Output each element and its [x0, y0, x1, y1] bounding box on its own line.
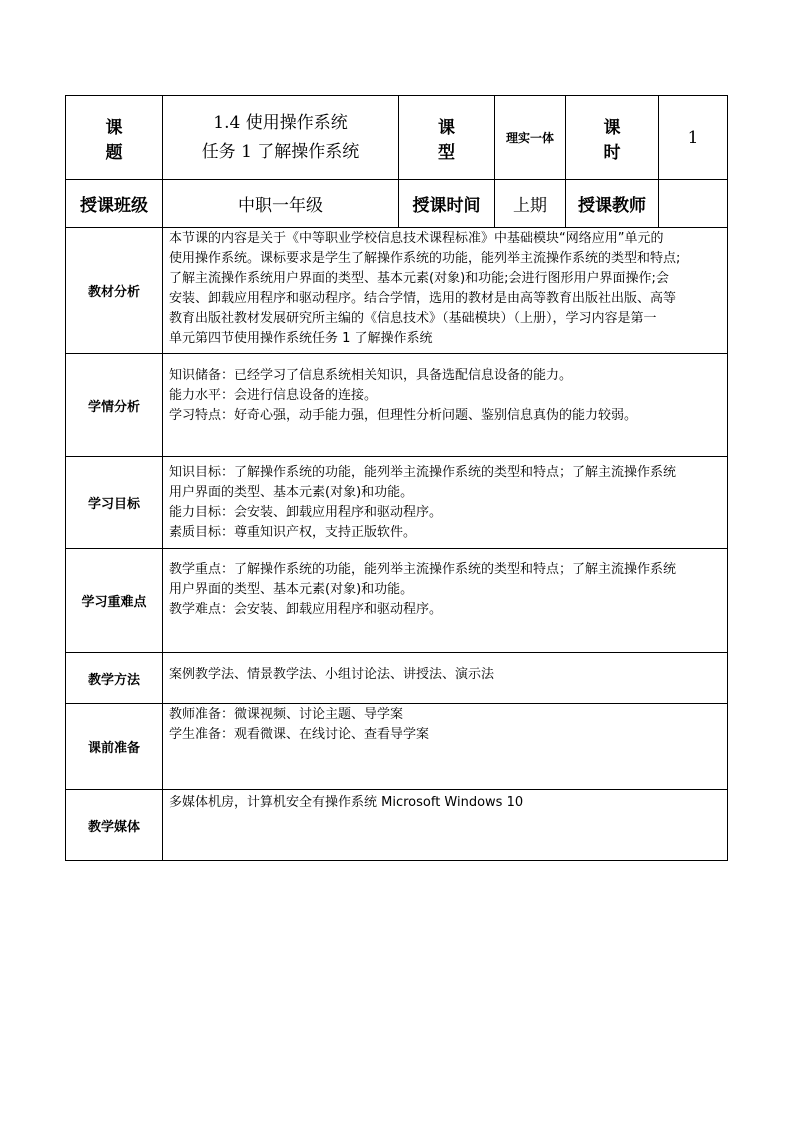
section-label-media: 教学媒体 [66, 790, 163, 861]
section-content-media [163, 790, 728, 861]
type-label: 课 型 [399, 96, 495, 180]
content-line: 知识储备：已经学习了信息系统相关知识，具备选配信息设备的能力。 [169, 367, 573, 383]
content-line: 能力水平：会进行信息设备的连接。 [169, 387, 378, 403]
section-row-learner [66, 354, 728, 457]
content-line: 多媒体机房，计算机安全有操作系统 Microsoft Windows 10 [169, 795, 524, 810]
topic-line-2: 任务 1 了解操作系统 [201, 141, 360, 162]
section-row-textbook [66, 228, 728, 354]
section-row-preparation [66, 704, 728, 790]
content-line: 单元第四节使用操作系统任务 1 了解操作系统 [169, 331, 433, 346]
section-label-learner: 学情分析 [66, 354, 163, 457]
content-line: 能力目标：会安装、卸载应用程序和驱动程序。 [169, 505, 443, 520]
time-label: 授课时间 [399, 180, 495, 228]
section-label-keypoints: 学习重难点 [66, 549, 163, 653]
time-value: 上期 [495, 180, 566, 228]
section-content-objectives [163, 457, 728, 549]
section-label-preparation: 课前准备 [66, 704, 163, 790]
section-content-textbook [163, 228, 728, 354]
header-row-topic [66, 96, 728, 180]
content-line: 教学重点：了解操作系统的功能，能列举主流操作系统的类型和特点；了解主流操作系统 [169, 562, 677, 577]
type-value: 理实一体 [495, 96, 566, 180]
section-content-methods [163, 653, 728, 704]
content-line: 本节课的内容是关于《中等职业学校信息技术课程标准》中基础模块“网络应用”单元的 [169, 231, 664, 246]
lesson-plan-table [65, 95, 728, 861]
topic-value [163, 96, 399, 180]
section-content-keypoints [163, 549, 728, 653]
content-line: 了解主流操作系统用户界面的类型、基本元素(对象)和功能;会进行图形用户界面操作;会 [169, 271, 669, 286]
section-label-textbook: 教材分析 [66, 228, 163, 354]
content-line: 素质目标：尊重知识产权，支持正版软件。 [169, 525, 417, 540]
content-line: 案例教学法、情景教学法、小组讨论法、讲授法、演示法 [169, 666, 495, 682]
teacher-label: 授课教师 [566, 180, 659, 228]
section-row-media [66, 790, 728, 861]
content-line: 用户界面的类型、基本元素(对象)和功能。 [169, 582, 414, 597]
header-row-class [66, 180, 728, 228]
class-value: 中职一年级 [163, 180, 399, 228]
content-line: 安装、卸载应用程序和驱动程序。结合学情，选用的教材是由高等教育出版社出版、高等 [169, 291, 677, 306]
section-row-objectives [66, 457, 728, 549]
section-row-methods [66, 653, 728, 704]
content-line: 教师准备：微课视频、讨论主题、导学案 [169, 707, 404, 722]
class-label: 授课班级 [66, 180, 163, 228]
hours-label: 课 时 [566, 96, 659, 180]
content-line: 使用操作系统。课标要求是学生了解操作系统的功能，能列举主流操作系统的类型和特点; [169, 251, 681, 266]
content-line: 学习特点：好奇心强，动手能力强，但理性分析问题、鉴别信息真伪的能力较弱。 [169, 407, 638, 423]
topic-label: 课 题 [66, 96, 163, 180]
section-content-learner [163, 354, 728, 457]
section-content-preparation [163, 704, 728, 790]
content-line: 用户界面的类型、基本元素(对象)和功能。 [169, 485, 414, 500]
section-row-keypoints [66, 549, 728, 653]
topic-line-1: 1.4 使用操作系统 [213, 112, 348, 133]
content-line: 教学难点：会安装、卸载应用程序和驱动程序。 [169, 602, 443, 617]
teacher-value [659, 180, 728, 228]
content-line: 知识目标：了解操作系统的功能，能列举主流操作系统的类型和特点；了解主流操作系统 [169, 465, 677, 480]
section-label-methods: 教学方法 [66, 653, 163, 704]
content-line: 教育出版社教材发展研究所主编的《信息技术》（基础模块）（上册），学习内容是第一 [169, 311, 657, 326]
hours-value: 1 [659, 96, 728, 180]
section-label-objectives: 学习目标 [66, 457, 163, 549]
content-line: 学生准备：观看微课、在线讨论、查看导学案 [169, 727, 430, 742]
